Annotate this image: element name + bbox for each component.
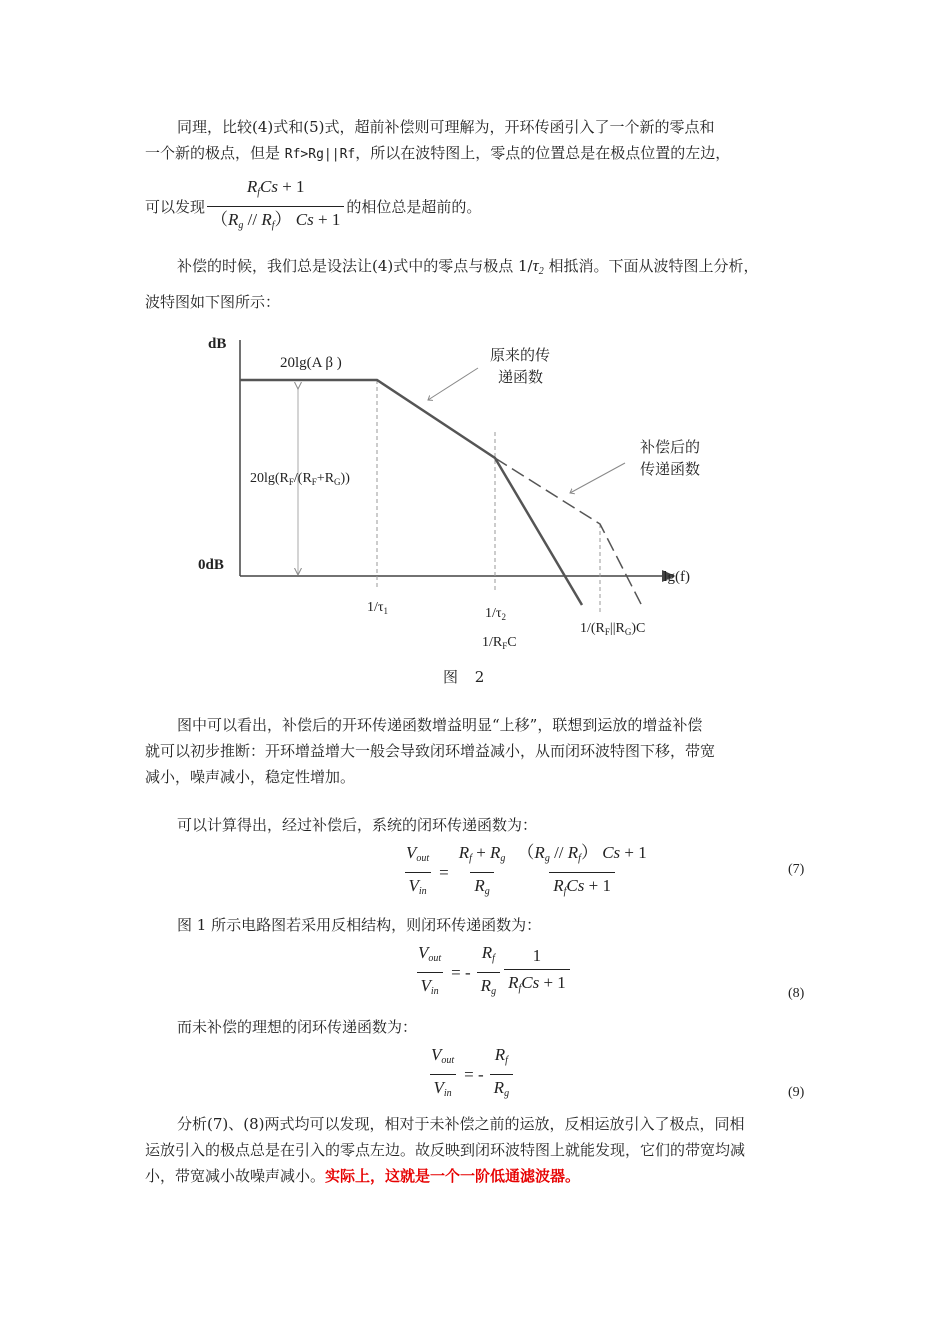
para1-suffix: 的相位总是超前的。 bbox=[346, 197, 482, 216]
equation-8: $\frac{V_{out}}{V_{in}}$ = - $\frac{R_f}{R_g}$ $\frac{1}{R_fCs + 1}$ bbox=[412, 942, 572, 1003]
lead-fraction: $\frac{R_fCs + 1}{(R_g // R_f) Cs + 1}$ bbox=[207, 176, 344, 237]
x-tick-tau1: $1/\tau_1$ bbox=[367, 600, 389, 616]
para1-line2: 一个新的极点，但是 Rf>Rg||Rf，所以在波特图上，零点的位置总是在极点位置的左边， bbox=[145, 144, 731, 162]
eq8-number: (8) bbox=[788, 986, 805, 1001]
y-axis-label: dB bbox=[208, 336, 227, 352]
original-pointer bbox=[428, 368, 478, 400]
para3-line2: 就可以初步推断：开环增益增大一般会导致闭环增益减小，从而闭环波特图下移，带宽 bbox=[145, 742, 716, 760]
x-tick-rfc: $1/R_FC$ bbox=[482, 635, 517, 651]
para2-line2: 波特图如下图所示： bbox=[145, 293, 281, 311]
original-label-2: 递函数 bbox=[498, 368, 544, 386]
para5: 图 1 所示电路图若采用反相结构，则闭环传递函数为： bbox=[177, 916, 542, 934]
para3-line3: 减小，噪声减小，稳定性增加。 bbox=[145, 768, 356, 786]
compensated-pointer bbox=[570, 463, 625, 493]
conclusion-highlight: 实际上，这就是一个一阶低通滤波器。 bbox=[325, 1167, 581, 1185]
para4: 可以计算得出，经过补偿后，系统的闭环传递函数为： bbox=[177, 816, 538, 834]
eq7-number: (7) bbox=[788, 862, 805, 877]
para7-line1: 分析(7)、(8)两式均可以发现，相对于未补偿之前的运放，反相运放引入了极点，同相 bbox=[177, 1115, 745, 1133]
zero-db-label: 0dB bbox=[198, 557, 224, 573]
bode-plot bbox=[190, 328, 701, 658]
para1-prefix: 可以发现 bbox=[145, 197, 206, 216]
x-tick-rfrg: $1/(R_F||R_G)C$ bbox=[580, 621, 646, 637]
para3-line1: 图中可以看出，补偿后的开环传递函数增益明显“上移”，联想到运放的增益补偿 bbox=[177, 716, 703, 734]
para7-line2: 运放引入的极点总是在引入的零点左边。故反映到闭环波特图上就能发现，它们的带宽均减 bbox=[145, 1141, 746, 1159]
para7-line3: 小，带宽减小故噪声减小。实际上，这就是一个一阶低通滤波器。 bbox=[145, 1167, 581, 1185]
para2-line1: 补偿的时候，我们总是设法让(4)式中的零点与极点 $1/\tau_2$ 相抵消。下面从波特图上分析， bbox=[177, 256, 759, 277]
x-tick-tau2: $1/\tau_2$ bbox=[485, 606, 507, 622]
para1-line1: 同理，比较(4)式和(5)式，超前补偿则可理解为，开环传函引入了一个新的零点和 bbox=[177, 118, 715, 136]
gain-label: 20lg(A β ) bbox=[280, 355, 342, 371]
compensated-label-1: 补偿后的 bbox=[640, 438, 701, 456]
original-label-1: 原来的传 bbox=[490, 346, 551, 364]
para6: 而未补偿的理想的闭环传递函数为： bbox=[177, 1018, 418, 1036]
x-axis-label: lg(f) bbox=[663, 569, 690, 585]
ratio-label: $20\lg(R_F/(R_F+R_G))$ bbox=[250, 471, 350, 487]
compensated-label-2: 传递函数 bbox=[640, 460, 701, 478]
para1-line3 bbox=[145, 176, 805, 237]
eq9-number: (9) bbox=[788, 1085, 805, 1100]
equation-9: $\frac{V_{out}}{V_{in}}$ = - $\frac{R_f}{R_g}$ bbox=[425, 1044, 515, 1105]
original-response bbox=[240, 380, 582, 605]
equation-7: $\frac{V_{out}}{V_{in}}$ = $\frac{R_f + R_g}{R_g}$ $\frac{(R_g // R_f) Cs + 1}{R_fCs + 1}$ bbox=[400, 842, 653, 903]
figure-caption: 图 2 bbox=[443, 668, 491, 686]
